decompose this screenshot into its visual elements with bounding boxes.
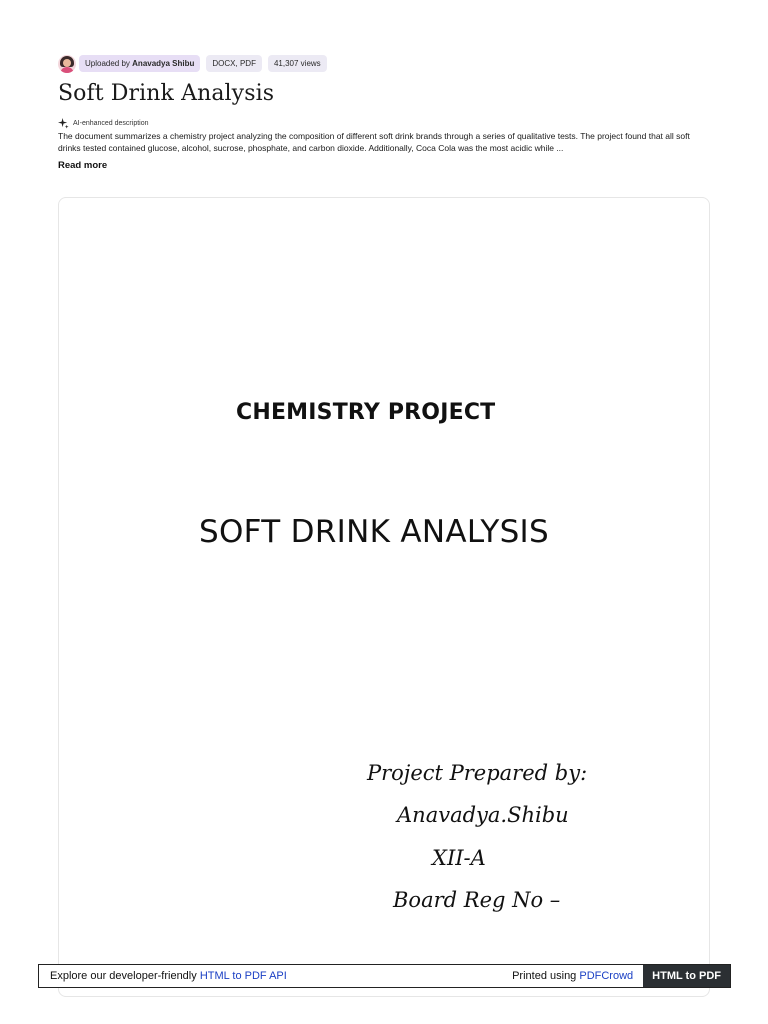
preview-class: XII-A [432, 846, 486, 870]
formats-badge: DOCX, PDF [206, 55, 262, 72]
pdfcrowd-link[interactable]: PDFCrowd [579, 970, 634, 982]
footer-explore-text: Explore our developer-friendly [50, 970, 200, 982]
preview-heading-title: SOFT DRINK ANALYSIS [199, 514, 549, 550]
pdfcrowd-footer [38, 964, 731, 988]
uploader-name[interactable]: Anavadya Shibu [132, 59, 195, 68]
document-description: The document summarizes a chemistry project analyzing the composition of different soft drink brands through a series of qualitative tests. The project found that all soft drinks tested contained glucose, alcohol, sucrose, phosphate, and carbon dioxide. Additionally, Coca Cola was the most acidic while ... [58, 131, 690, 153]
views-badge: 41,307 views [268, 55, 327, 72]
sparkle-icon [58, 118, 69, 129]
page-title: Soft Drink Analysis [58, 81, 275, 106]
preview-prepared-by: Project Prepared by: [367, 761, 588, 785]
ai-label-text: AI-enhanced description [73, 120, 149, 127]
document-preview[interactable] [58, 197, 710, 997]
preview-board-reg: Board Reg No – [393, 888, 561, 912]
footer-printed [512, 970, 643, 982]
read-more-link[interactable]: Read more [58, 160, 108, 171]
footer-explore [39, 970, 512, 982]
ai-description-label [58, 118, 149, 129]
avatar[interactable] [58, 55, 76, 73]
preview-heading-chemistry: CHEMISTRY PROJECT [236, 400, 496, 425]
uploader-badge[interactable] [79, 55, 200, 72]
footer-printed-text: Printed using [512, 970, 580, 982]
uploader-prefix: Uploaded by [85, 59, 130, 68]
html-to-pdf-api-link[interactable]: HTML to PDF API [199, 970, 287, 982]
preview-author: Anavadya.Shibu [397, 803, 569, 827]
upload-meta-row [58, 54, 333, 73]
html-to-pdf-button[interactable]: HTML to PDF [643, 965, 730, 987]
